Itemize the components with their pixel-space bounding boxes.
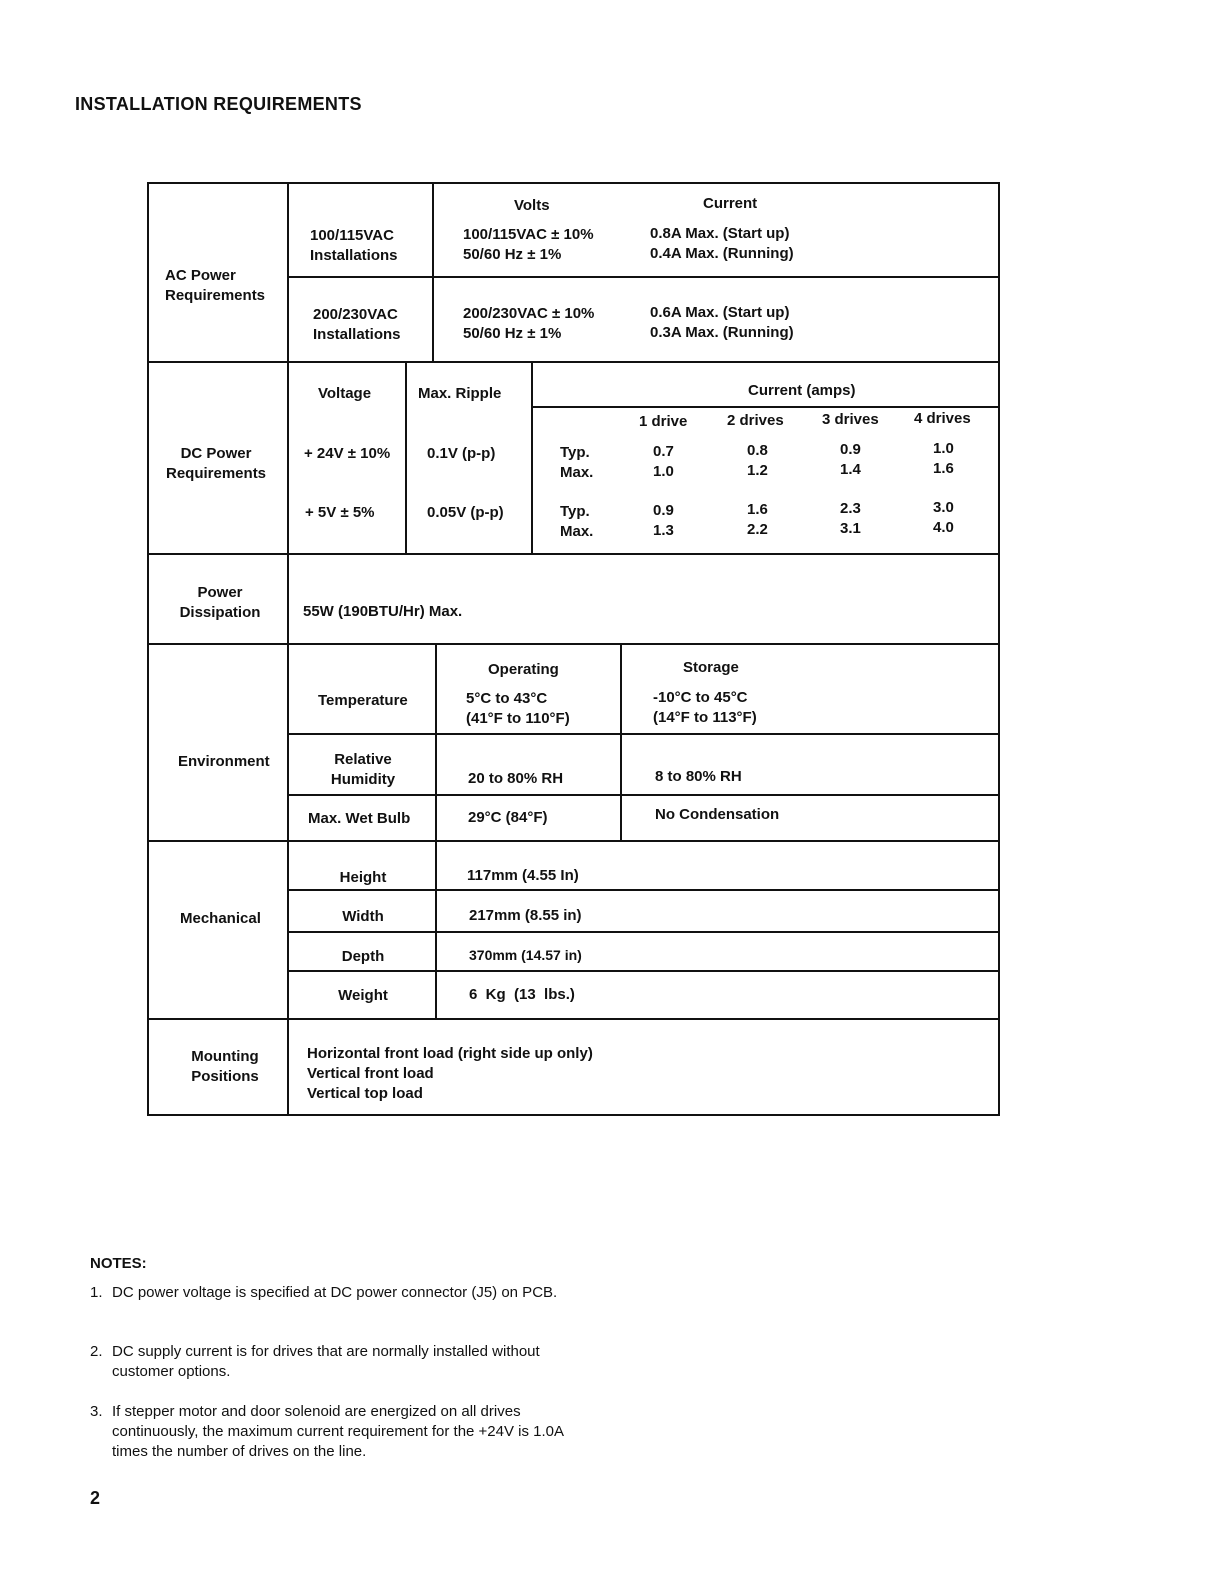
env-humidity-storage: 8 to 80% RH bbox=[655, 768, 742, 785]
mech-section-label: Mechanical bbox=[180, 910, 261, 927]
dc-row-voltage: + 5V ± 5% bbox=[305, 504, 375, 521]
ac-row-current: 0.8A Max. (Start up) 0.4A Max. (Running) bbox=[650, 225, 794, 262]
ac-row-current: 0.6A Max. (Start up) 0.3A Max. (Running) bbox=[650, 304, 794, 341]
dc-row-value: 0.9 1.4 bbox=[840, 441, 861, 478]
dc-voltage-header: Voltage bbox=[318, 385, 372, 402]
note-item bbox=[90, 1283, 570, 1303]
mech-weight-label: Weight bbox=[338, 987, 388, 1004]
mech-depth-value: 370mm (14.57 in) bbox=[469, 947, 582, 963]
dc-row-value: 2.3 3.1 bbox=[840, 500, 861, 537]
dc-row-value: 0.7 1.0 bbox=[653, 443, 674, 480]
note-text: DC power voltage is specified at DC power connector (J5) on PCB. bbox=[112, 1284, 558, 1301]
notes-title: NOTES: bbox=[90, 1255, 147, 1272]
env-wetbulb-label: Max. Wet Bulb bbox=[308, 810, 411, 827]
dc-row-value: 1.6 2.2 bbox=[747, 501, 768, 538]
env-section-label: Environment bbox=[178, 753, 270, 770]
note-item bbox=[90, 1342, 570, 1382]
note-number: 3. bbox=[90, 1403, 103, 1420]
mount-section-label: Mounting Positions bbox=[191, 1048, 259, 1085]
ac-row-name: 100/115VAC Installations bbox=[310, 227, 398, 264]
note-text: If stepper motor and door solenoid are energized on all drives continuously, the maximum current requirement for the +24V is 1.0A times the number of drives on the line. bbox=[112, 1403, 564, 1460]
env-temperature-storage: -10°C to 45°C (14°F to 113°F) bbox=[653, 689, 757, 726]
mount-value: Horizontal front load (right side up only) Vertical front load Vertical top load bbox=[307, 1045, 593, 1102]
dc-drive-header: 3 drives bbox=[822, 411, 879, 428]
ac-volts-header: Volts bbox=[514, 197, 550, 214]
dc-row-kind: Typ. Max. bbox=[560, 444, 594, 481]
mech-weight-value: 6 Kg (13 lbs.) bbox=[469, 986, 575, 1003]
dc-section-label: DC Power Requirements bbox=[166, 445, 267, 482]
env-humidity-label: Relative Humidity bbox=[330, 751, 396, 788]
note-number: 1. bbox=[90, 1284, 103, 1301]
dc-ripple-header: Max. Ripple bbox=[418, 385, 502, 402]
mech-depth-label: Depth bbox=[341, 948, 385, 965]
mech-width-value: 217mm (8.55 in) bbox=[469, 907, 582, 924]
dc-row-value: 0.9 1.3 bbox=[653, 502, 674, 539]
dc-row-value: 0.8 1.2 bbox=[747, 442, 768, 479]
page-title: INSTALLATION REQUIREMENTS bbox=[75, 94, 362, 114]
env-humidity-operating: 20 to 80% RH bbox=[468, 770, 564, 787]
ac-row-name: 200/230VAC Installations bbox=[313, 306, 401, 343]
note-number: 2. bbox=[90, 1343, 103, 1360]
mech-height-value: 117mm (4.55 In) bbox=[467, 867, 579, 884]
dc-row-value: 3.0 4.0 bbox=[933, 499, 954, 536]
env-storage-header: Storage bbox=[683, 659, 739, 676]
dc-drive-header: 4 drives bbox=[914, 410, 971, 427]
env-operating-header: Operating bbox=[488, 661, 559, 678]
dc-row-ripple: 0.1V (p-p) bbox=[427, 445, 496, 462]
power-value: 55W (190BTU/Hr) Max. bbox=[303, 603, 463, 620]
dc-current-header: Current (amps) bbox=[748, 382, 856, 399]
env-wetbulb-storage: No Condensation bbox=[655, 806, 780, 823]
env-wetbulb-operating: 29°C (84°F) bbox=[468, 809, 548, 826]
dc-drive-header: 2 drives bbox=[727, 412, 784, 429]
page-number: 2 bbox=[90, 1488, 101, 1508]
mech-height-label: Height bbox=[339, 869, 387, 886]
env-temperature-operating: 5°C to 43°C (41°F to 110°F) bbox=[466, 690, 570, 727]
dc-drive-header: 1 drive bbox=[639, 413, 688, 430]
dc-row-kind: Typ. Max. bbox=[560, 503, 594, 540]
dc-row-ripple: 0.05V (p-p) bbox=[427, 504, 504, 521]
dc-row-voltage: + 24V ± 10% bbox=[304, 445, 391, 462]
dc-row-value: 1.0 1.6 bbox=[933, 440, 954, 477]
note-item bbox=[90, 1402, 570, 1462]
ac-row-volts: 100/115VAC ± 10% 50/60 Hz ± 1% bbox=[463, 226, 594, 263]
env-temperature-label: Temperature bbox=[318, 692, 408, 709]
mech-width-label: Width bbox=[342, 908, 384, 925]
ac-section-label: AC Power Requirements bbox=[165, 267, 266, 304]
ac-row-volts: 200/230VAC ± 10% 50/60 Hz ± 1% bbox=[463, 305, 595, 342]
power-section-label: Power Dissipation bbox=[179, 584, 261, 621]
note-text: DC supply current is for drives that are normally installed without customer options. bbox=[112, 1343, 540, 1380]
ac-current-header: Current bbox=[703, 195, 758, 212]
